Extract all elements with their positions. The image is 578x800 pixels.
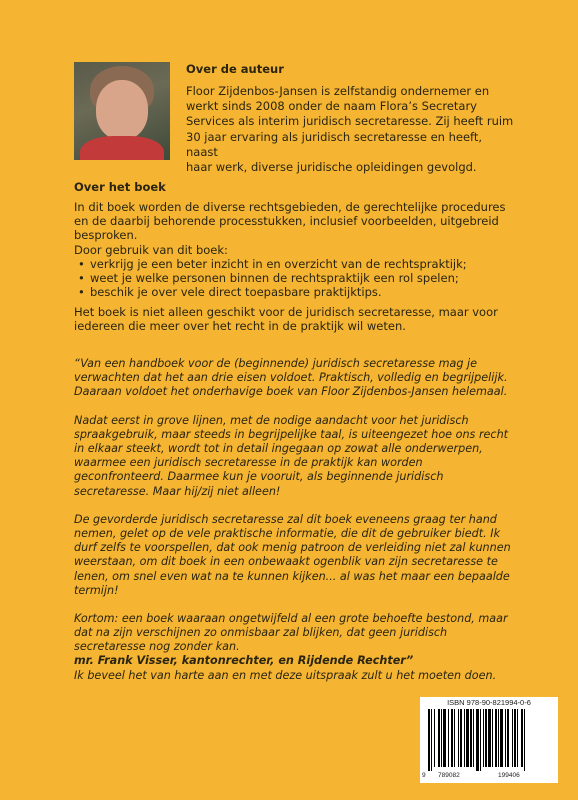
barcode-bar bbox=[458, 709, 459, 767]
book-closing: Het boek is niet alleen geschikt voor de juridisch secretaresse, maar voor iedereen die meer over het recht in de praktijk wil weten. bbox=[74, 305, 498, 334]
list-item: • beschik je over vele direct toepasbare praktijktips. bbox=[74, 285, 514, 299]
barcode-bar bbox=[466, 709, 469, 767]
book-description bbox=[74, 200, 514, 299]
barcode-bar bbox=[443, 709, 446, 767]
barcode-bar bbox=[460, 709, 462, 767]
barcode-bar bbox=[521, 709, 523, 767]
barcode-bar bbox=[476, 709, 479, 771]
barcode-bar bbox=[514, 709, 516, 767]
barcode-digit-first: 9 bbox=[422, 772, 426, 779]
book-benefits-list bbox=[74, 257, 514, 300]
barcode-bar bbox=[495, 709, 497, 767]
author-bio-line: Floor Zijdenbos-Jansen is zelfstandig ondernemer en bbox=[186, 84, 490, 98]
isbn-barcode bbox=[420, 697, 558, 783]
barcode-bar bbox=[438, 709, 440, 767]
quote-paragraph: “Van een handboek voor de (beginnende) juridisch secretaresse mag je verwachten dat het aan drie eisen voldoet. Praktisch, volledig en begrijpelijk. Daaraan voldoet het onderhavige boek van Floor Zijdenbos-Jansen helemaal. bbox=[74, 357, 508, 399]
barcode-bar bbox=[451, 709, 453, 767]
barcode-bar bbox=[507, 709, 509, 767]
barcode-bar bbox=[517, 709, 518, 767]
list-item: • weet je welke personen binnen de rechtspraktijk een rol spelen; bbox=[74, 271, 514, 285]
barcode-bar bbox=[470, 709, 472, 767]
isbn-label: ISBN 978-90-821994-0-6 bbox=[447, 698, 531, 707]
barcode-bar bbox=[454, 709, 455, 767]
book-intro: In dit boek worden de diverse rechtsgebieden, de gerechtelijke procedures en de daarbij behorende processtukken, inclusief voorbeelden, uitgebreid besproken. bbox=[74, 200, 506, 243]
quote-paragraph: Ik beveel het van harte aan en met deze uitspraak zult u het moeten doen. bbox=[74, 668, 497, 682]
barcode-bar bbox=[498, 709, 499, 767]
barcode-bar bbox=[512, 709, 513, 767]
barcode-bar bbox=[428, 709, 430, 771]
barcode-bar bbox=[505, 709, 506, 767]
barcode-bar bbox=[434, 709, 435, 767]
book-heading: Over het boek bbox=[74, 180, 166, 194]
book-list-intro: Door gebruik van dit boek: bbox=[74, 242, 228, 257]
quote-paragraph: Kortom: een boek waaraan ongetwijfeld al een grote behoefte bestond, maar dat na zijn verschijnen zo onmisbaar zal blijken, dat geen juridisch secretaresse nog zonder kan. bbox=[74, 612, 508, 654]
endorsement-quote bbox=[74, 357, 514, 697]
barcode-bar bbox=[480, 709, 481, 771]
barcode-bar bbox=[485, 709, 487, 767]
barcode-digits-right: 199406 bbox=[498, 772, 520, 779]
barcode-bar bbox=[500, 709, 503, 767]
quote-signature: mr. Frank Visser, kantonrechter, en Rijdende Rechter” bbox=[74, 654, 414, 667]
barcode-bar bbox=[488, 709, 491, 767]
barcode-bar bbox=[492, 709, 493, 767]
barcode-bars bbox=[426, 709, 552, 771]
barcode-bar bbox=[524, 709, 525, 771]
quote-paragraph: Nadat eerst in grove lijnen, met de nodige aandacht voor het juridisch spraakgebruik, maar steeds in begrijpelijke taal, is uiteengezet hoe ons recht in elkaar steekt, wordt tot in detail ingegaan op zowat alle onderwerpen, waarmee een juridisch secretaresse in de praktijk kan worden geconfronteerd. Daarmee kun je vooruit, als beginnende juridisch secretaresse. Maar hij/zij niet alleen! bbox=[74, 413, 509, 498]
author-bio-line: Services als interim juridisch secretaresse. Zij heeft ruim bbox=[186, 114, 514, 129]
author-bio-line: 30 jaar ervaring als juridisch secretaresse en heeft, naast bbox=[186, 129, 483, 159]
barcode-digits-left: 789082 bbox=[438, 772, 460, 779]
quote-paragraph: De gevorderde juridisch secretaresse zal dit boek eveneens graag ter hand nemen, gelet op de vele praktische informatie, die dit de gebruiker biedt. Ik durf zelfs te voorspellen, dat ook menig patroon de verleiding niet zal kunnen weerstaan, om dit boek in een onbewaakt ogenblik van zijn secretaresse te lenen, om snel even wat na te kunnen kijken... al was het maar een bepaalde termijn! bbox=[74, 512, 511, 597]
barcode-bar bbox=[464, 709, 465, 767]
barcode-bar bbox=[483, 709, 484, 767]
author-bio-line: haar werk, diverse juridische opleidingen gevolgd. bbox=[186, 160, 477, 175]
author-heading: Over de auteur bbox=[186, 62, 284, 76]
author-bio bbox=[186, 84, 516, 175]
barcode-bar bbox=[448, 709, 449, 767]
barcode-bar bbox=[441, 709, 442, 767]
barcode-bar bbox=[431, 709, 432, 771]
author-photo bbox=[74, 62, 170, 160]
list-item: • verkrijg je een beter inzicht in en overzicht van de rechtspraktijk; bbox=[74, 257, 514, 271]
author-bio-line: werkt sinds 2008 onder de naam Flora’s Secretary bbox=[186, 99, 477, 114]
barcode-bar bbox=[473, 709, 474, 767]
